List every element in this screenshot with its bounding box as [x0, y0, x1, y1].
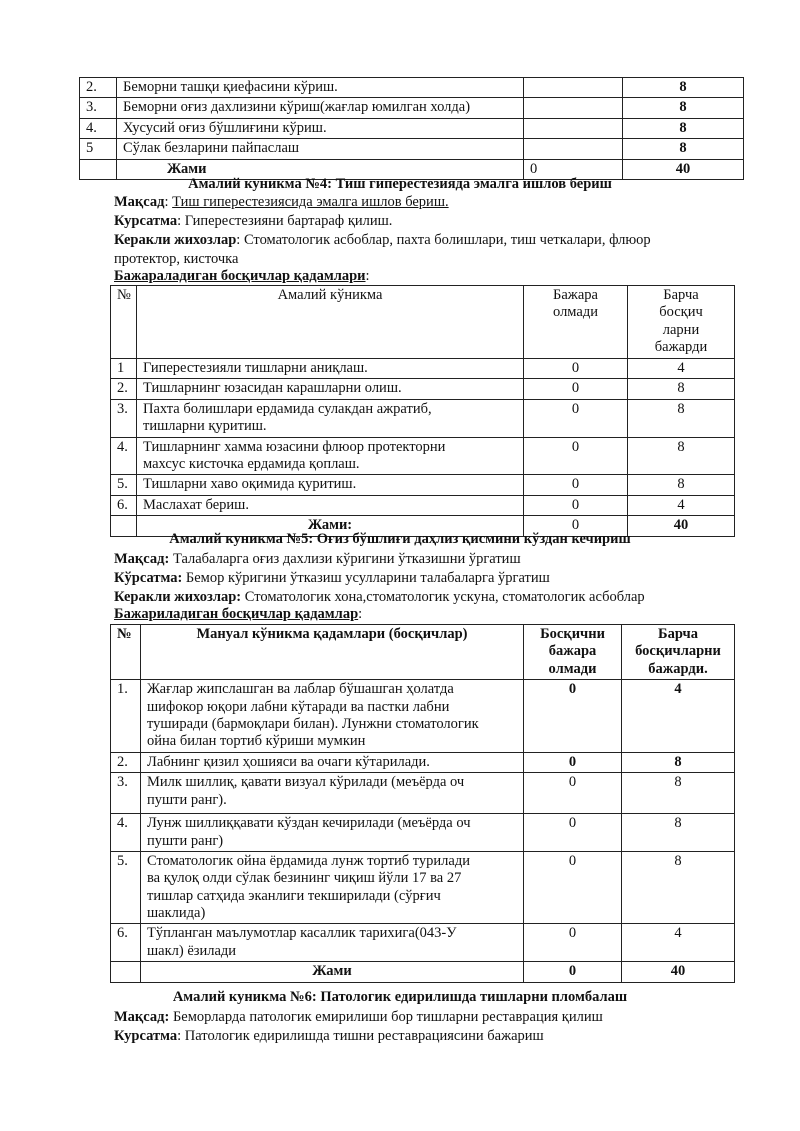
table-1	[79, 77, 744, 180]
table-header	[111, 286, 735, 359]
table-row	[80, 118, 744, 138]
row-b: 8	[623, 98, 744, 118]
row-step: Хусусий оғиз бўшлиғини кўриш.	[117, 118, 524, 138]
total-a: 0	[524, 962, 622, 982]
table-row: 3. Пахта болишлари ердамида сулакдан ажратиб, тишларни қуритиш. 0 8	[111, 399, 735, 437]
table-5	[110, 624, 735, 983]
total-b: 40	[623, 159, 744, 179]
s5-instruction: Кўрсатма: Бемор кўригини ўтказиш усулларини талабаларга ўргатиш	[114, 570, 550, 586]
table-row: 4. Тишларнинг хамма юзасини флюор протекторни махсус кисточка ердамида қоплаш. 0 8	[111, 437, 735, 475]
table-row	[80, 78, 744, 98]
col-not-done: Бажара олмади	[524, 286, 628, 359]
col-done: Барча босқичларни бажарди.	[622, 625, 735, 680]
table-row: 4. Лунж шиллиққавати кўздан кечирилади (меъёрда оч пушти ранг) 0 8	[111, 814, 735, 852]
row-b: 8	[623, 139, 744, 159]
section-6-title: Амалий куникма №6: Патологик едирилишда тишларни пломбалаш	[172, 989, 628, 1005]
col-num: №	[111, 286, 137, 359]
col-skill: Мануал кўникма қадамлари (босқичлар)	[141, 625, 524, 680]
total-a: 0	[524, 516, 628, 536]
total-label: Жами	[117, 159, 524, 179]
table-row: 3. Милк шиллиқ, қавати визуал кўрилади (меъёрда оч пушти ранг). 0 8	[111, 773, 735, 814]
s4-equipment-cont: протектор, кисточка	[114, 251, 239, 267]
table-row	[80, 98, 744, 118]
table-header	[111, 625, 735, 680]
row-b: 8	[623, 78, 744, 98]
col-num: №	[111, 625, 141, 680]
row-step: Беморни ташқи қиефасини кўриш.	[117, 78, 524, 98]
s6-instruction: Курсатма: Патологик едирилишда тишни реставрациясини бажариш	[114, 1028, 544, 1044]
table-row: 5. Стоматологик ойна ёрдамида лунж тортиб турилади ва қулоқ олди сўлак безининг чиқиш йўли 17 ва 27 тишлар сатҳида эканлиги текширилади (сўрғич шаклида) 0 8	[111, 851, 735, 924]
s5-equipment: Керакли жихозлар: Стоматологик хона,стоматологик ускуна, стоматологик асбоблар	[114, 589, 645, 605]
total-b: 40	[622, 962, 735, 982]
row-a	[524, 98, 623, 118]
table-4	[110, 285, 735, 537]
total-a: 0	[524, 159, 623, 179]
s4-instruction: Курсатма: Гиперестезияни бартараф қилиш.	[114, 213, 393, 229]
table-row: 2. Тишларнинг юзасидан карашларни олиш. 0 8	[111, 379, 735, 399]
row-a	[524, 118, 623, 138]
col-skill: Амалий кўникма	[137, 286, 524, 359]
s4-steps-heading: Бажараладиган босқичлар қадамлари:	[114, 268, 370, 284]
row-number: 5	[80, 139, 117, 159]
row-step: Сўлак безларини пайпаслаш	[117, 139, 524, 159]
section-5-title: Амалий куникма №5: Оғиз бўшлиғи даҳлиз қисмини кўздан кечириш	[169, 531, 631, 547]
row-number: 2.	[80, 78, 117, 98]
row-number: 3.	[80, 98, 117, 118]
s5-steps-heading: Бажариладиган босқичлар қадамлар:	[114, 606, 363, 622]
table-row: 6. Тўпланган маълумотлар касаллик тарихига(043-У шакл) ёзилади 0 4	[111, 924, 735, 962]
table-total-row	[111, 962, 735, 982]
row-step: Беморни оғиз дахлизини кўриш(жағлар юмилган холда)	[117, 98, 524, 118]
row-a	[524, 78, 623, 98]
table-row: 1. Жағлар жипслашган ва лаблар бўшашган ҳолатда шифокор юқори лабни кўтаради ва пастки лабни туширади (бармоқлари билан). Лунжни стоматологик ойна билан тортиб кўриши мумкин 0 4	[111, 680, 735, 753]
total-label: Жами:	[137, 516, 524, 536]
table-row: 1 Гиперестезияли тишларни аниқлаш. 0 4	[111, 359, 735, 379]
col-done: Барча босқич ларни бажарди	[628, 286, 735, 359]
s5-goal: Мақсад: Талабаларга оғиз дахлизи кўригини ўтказишни ўргатиш	[114, 551, 521, 567]
table-row: 6. Маслахат бериш. 0 4	[111, 495, 735, 515]
s6-goal: Мақсад: Беморларда патологик емирилиши бор тишларни реставрация қилиш	[114, 1009, 603, 1025]
total-b: 40	[628, 516, 735, 536]
table-row: 2. Лабнинг қизил ҳошияси ва очаги кўтарилади. 0 8	[111, 752, 735, 772]
table-row	[80, 139, 744, 159]
total-label: Жами	[141, 962, 524, 982]
table-row: 5. Тишларни хаво оқимида қуритиш. 0 8	[111, 475, 735, 495]
s4-equipment: Керакли жихозлар: Стоматологик асбоблар, пахта болишлари, тиш четкалари, флюор	[114, 232, 651, 248]
section-4-title: Амалий куникма №4: Тиш гиперестезияда эмалга ишлов бериш	[188, 176, 612, 192]
row-b: 8	[623, 118, 744, 138]
col-not-done: Босқични бажара олмади	[524, 625, 622, 680]
row-a	[524, 139, 623, 159]
row-number: 4.	[80, 118, 117, 138]
s4-goal: Мақсад: Тиш гиперестезиясида эмалга ишлов бериш.	[114, 194, 449, 210]
